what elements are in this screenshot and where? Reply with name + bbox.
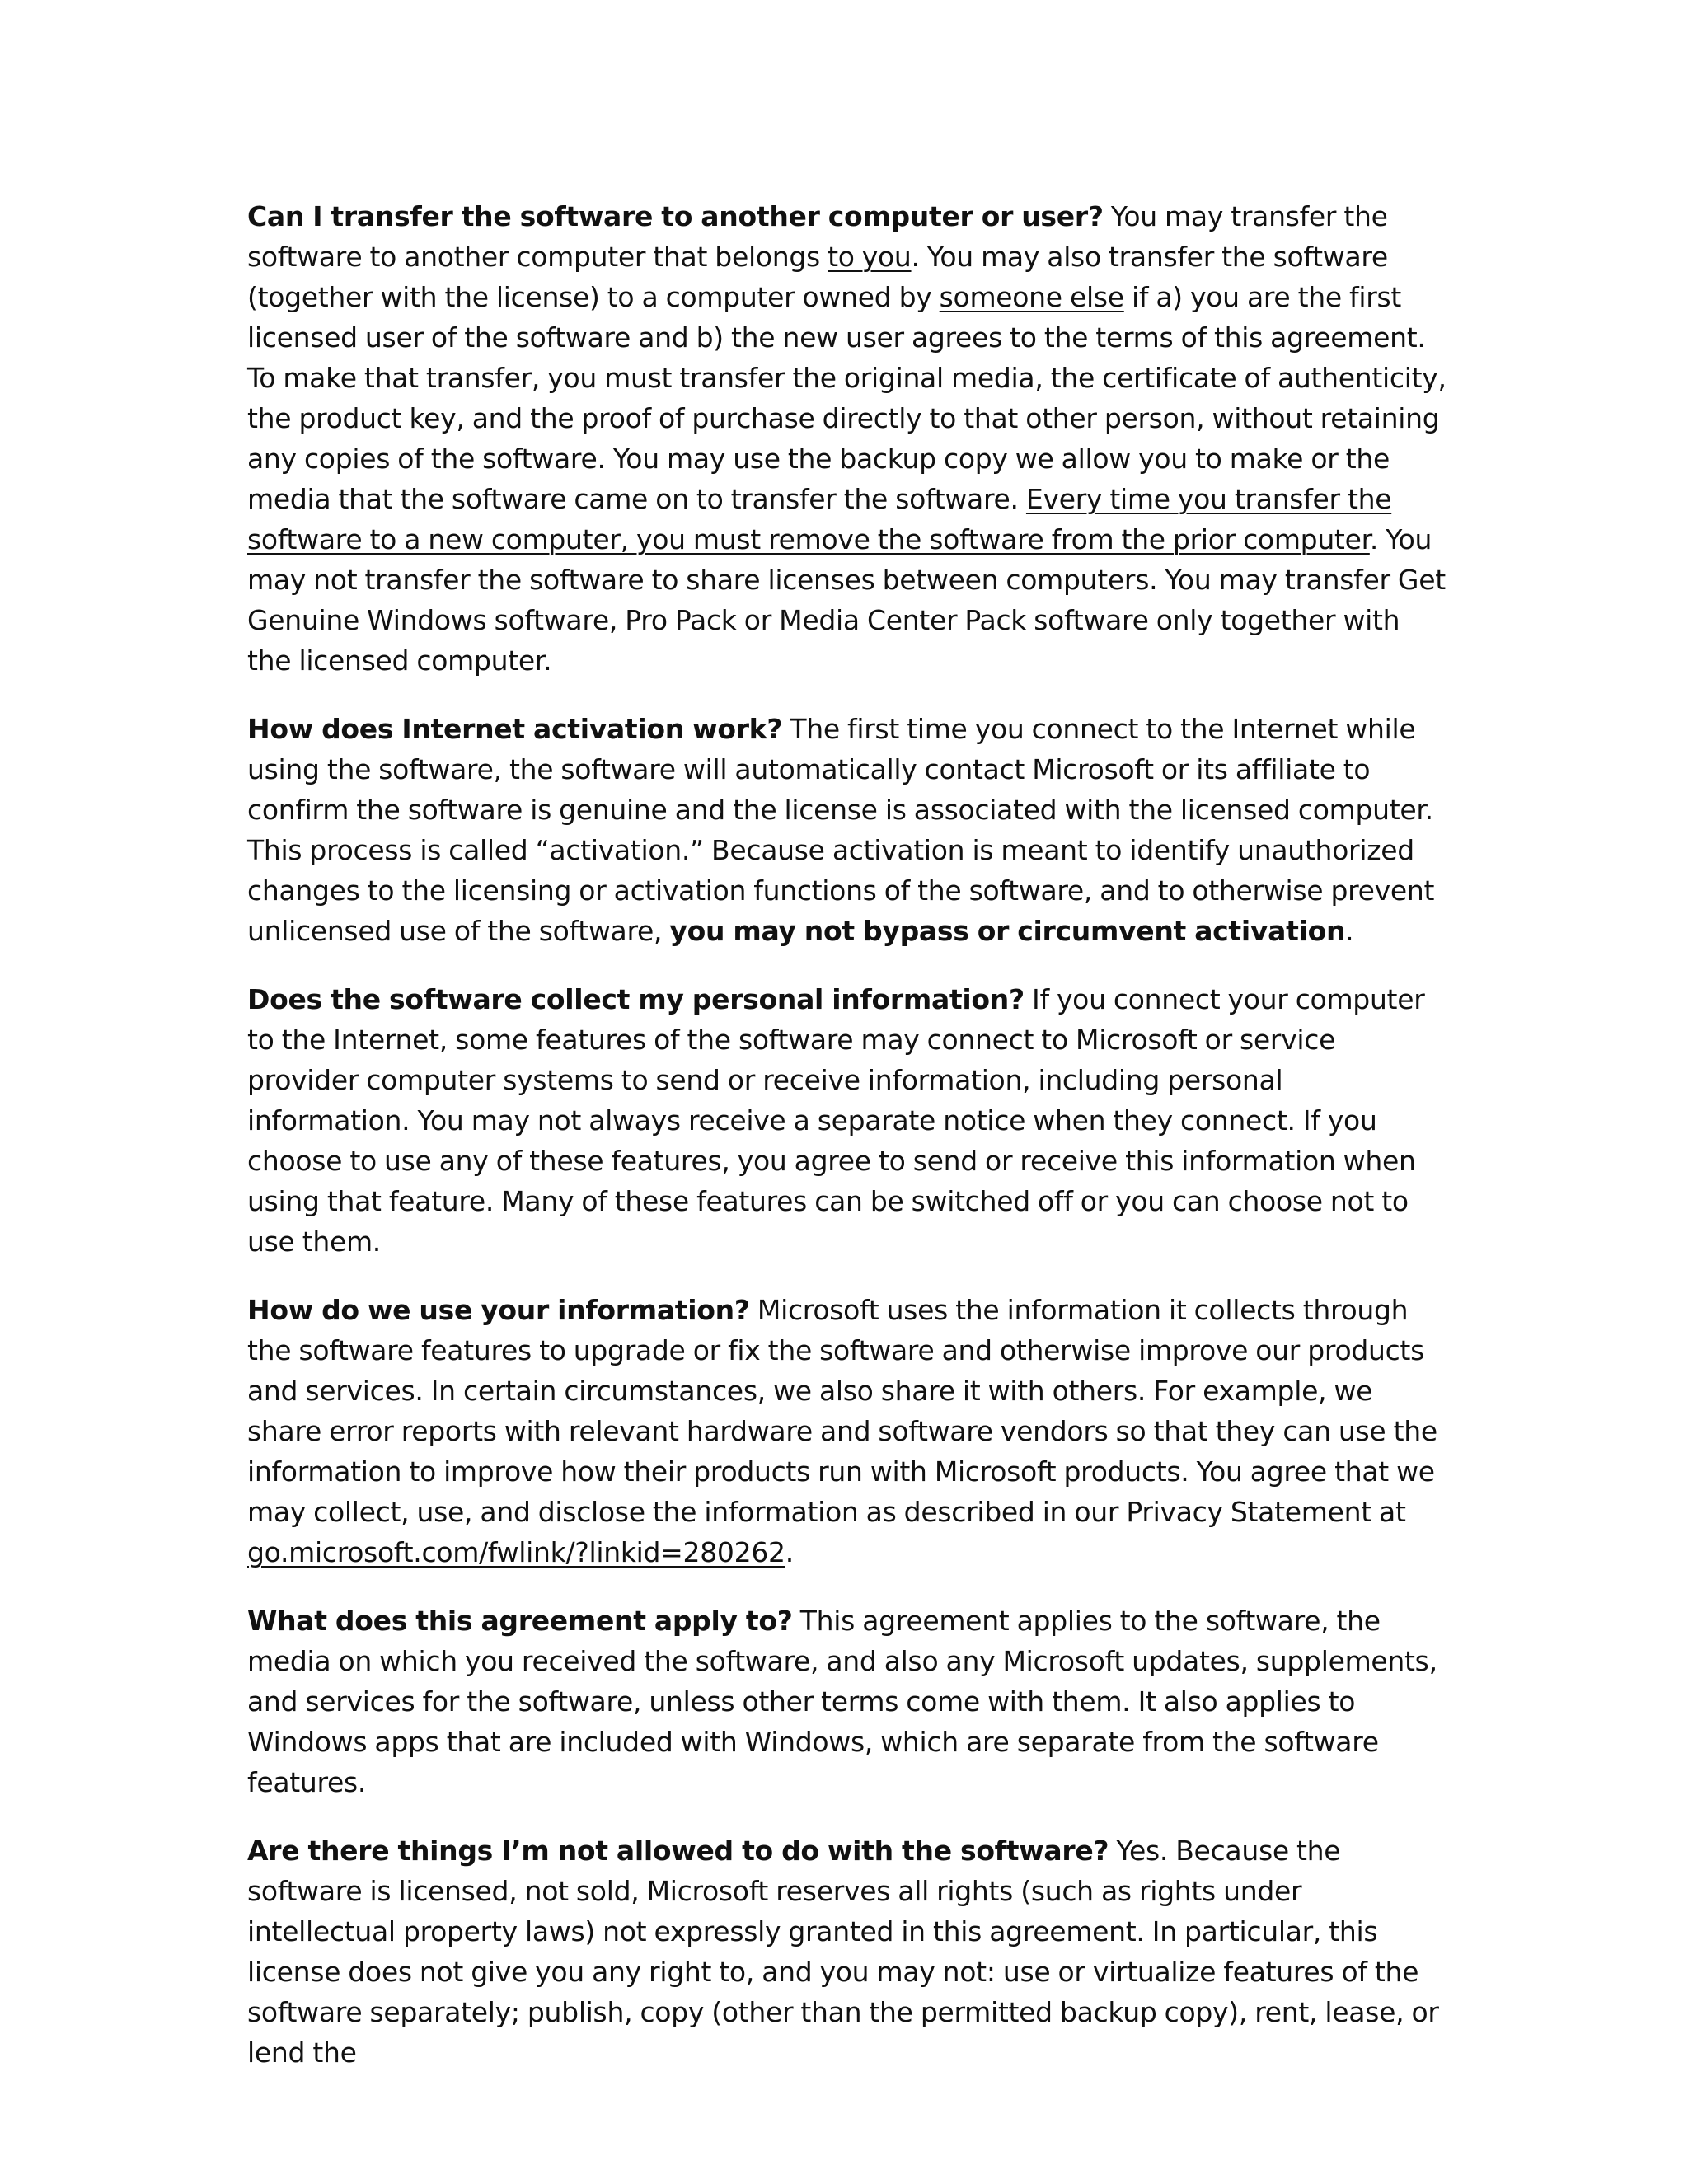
paragraph-personal-information — [247, 979, 1451, 1262]
body-text: . You may not transfer the software to share licenses between computers. You may transfer Get Genuine Windows software, Pro Pack or Media Center Pack software only together with the licensed computer. — [247, 523, 1446, 677]
privacy-statement-link[interactable]: go.microsoft.com/fwlink/?linkid=280262 — [247, 1536, 785, 1568]
body-text: If you connect your computer to the Internet, some features of the software may connect to Microsoft or service provider computer systems to send or receive information, including personal information. You may not always receive a separate notice when they connect. If you choose to use any of these features, you agree to send or receive this information when using that feature. Many of these features can be switched off or you can choose not to use them. — [247, 983, 1425, 1258]
underlined-text: someone else — [939, 281, 1124, 313]
question-heading: Does the software collect my personal information? — [247, 983, 1025, 1015]
body-text: You may transfer the software to another computer that belongs — [247, 200, 1388, 273]
license-document — [247, 196, 1451, 2101]
paragraph-agreement-scope — [247, 1601, 1451, 1802]
question-heading: How does Internet activation work? — [247, 713, 783, 745]
bold-text: you may not bypass or circumvent activation — [669, 915, 1346, 947]
body-text: . — [785, 1536, 794, 1568]
question-heading: Are there things I’m not allowed to do with the software? — [247, 1835, 1109, 1867]
body-text: . — [1345, 915, 1354, 947]
body-text: Yes. Because the software is licensed, not sold, Microsoft reserves all rights (such as rights under intellectual property laws) not expressly granted in this agreement. In particular, this license does not give you any right to, and you may not: use or virtualize features of the software separately; publish, copy (other than the permitted backup copy), rent, lease, or lend the — [247, 1835, 1439, 2069]
question-heading: How do we use your information? — [247, 1294, 750, 1326]
underlined-text: Every time you transfer the software to a new computer, you must remove the software from the prior computer — [247, 483, 1392, 555]
body-text: The first time you connect to the Internet while using the software, the software will automatically contact Microsoft or its affiliate to confirm the software is genuine and the license is associated with the licensed computer. This process is called “activation.” Because activation is meant to identify unauthorized changes to the licensing or activation functions of the software, and to otherwise prevent unlicensed use of the software, — [247, 713, 1435, 947]
paragraph-activation — [247, 709, 1451, 951]
paragraph-information-use — [247, 1290, 1451, 1572]
paragraph-restrictions — [247, 1830, 1451, 2073]
body-text: if a) you are the first licensed user of the software and b) the new user agrees to the terms of this agreement. To make that transfer, you must transfer the original media, the certificate of authenticity, the product key, and the proof of purchase directly to that other person, without retaining any copies of the software. You may use the backup copy we allow you to make or the media that the software came on to transfer the software. — [247, 281, 1447, 515]
question-heading: What does this agreement apply to? — [247, 1605, 793, 1637]
body-text: . You may also transfer the software (together with the license) to a computer owned by — [247, 241, 1388, 313]
paragraph-transfer — [247, 196, 1451, 681]
body-text: This agreement applies to the software, the media on which you received the software, and also any Microsoft updates, supplements, and services for the software, unless other terms come with them. It also applies to Windows apps that are included with Windows, which are separate from the software features. — [247, 1605, 1437, 1798]
question-heading: Can I transfer the software to another computer or user? — [247, 200, 1104, 232]
body-text: Microsoft uses the information it collects through the software features to upgrade or fix the software and otherwise improve our products and services. In certain circumstances, we also share it with others. For example, we share error reports with relevant hardware and software vendors so that they can use the information to improve how their products run with Microsoft products. You agree that we may collect, use, and disclose the information as described in our Privacy Statement at — [247, 1294, 1437, 1528]
underlined-text: to you — [828, 241, 912, 273]
